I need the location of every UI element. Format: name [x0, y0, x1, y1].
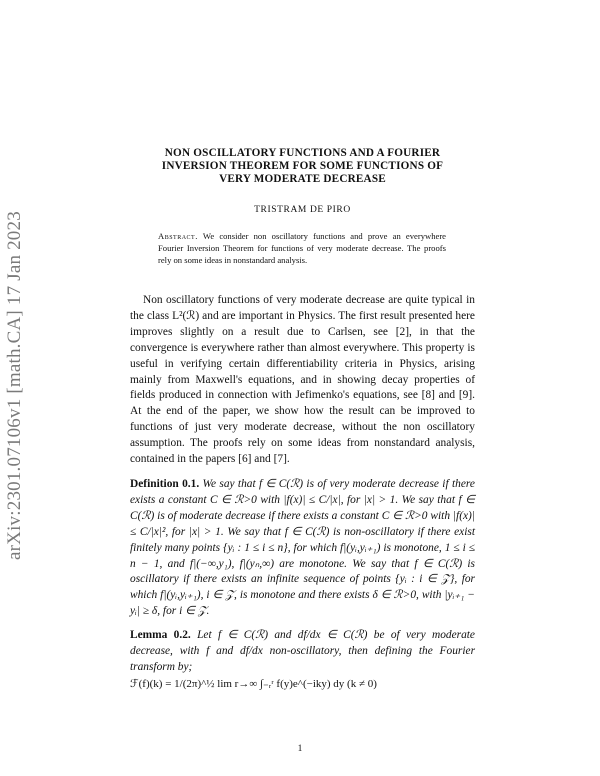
introduction [130, 293, 475, 468]
paper-title [120, 147, 485, 186]
abstract [158, 230, 446, 266]
title-line: VERY MODERATE DECREASE [219, 173, 386, 185]
definition-label: Definition 0.1. [130, 478, 200, 490]
definition-text: We say that f ∈ C(ℛ) is of very moderate decrease if there exists a constant C ∈ ℛ>0 with |f(x)| ≤ C/|x|, for |x| > 1. We say that f ∈ C(ℛ) is of moderate decrease if there exists a constant C ∈ ℛ>0 with |f(x)| ≤ C/|x|², for |x| > 1. We say that f ∈ C(ℛ) is non-oscillatory if there exist finitely many points {yᵢ : 1 ≤ i ≤ n}, for which f|(yᵢ,yᵢ₊₁) is monotone, 1 ≤ i ≤ n − 1, and f|(−∞,y₁), f|(yₙ,∞) are monotone. We say that f ∈ C(ℛ) is oscillatory if there exists an infinite sequence of points {yᵢ : i ∈ 𝒵}, for which f|(yᵢ,yᵢ₊₁), i ∈ 𝒵, is monotone and there exists δ ∈ ℛ>0, with |yᵢ₊₁ − yᵢ| ≥ δ, for i ∈ 𝒵. [130, 478, 475, 618]
lemma-label: Lemma 0.2. [130, 629, 191, 641]
author-name: TRISTRAM DE PIRO [254, 205, 351, 215]
page-number: 1 [297, 744, 303, 754]
arxiv-identifier-stamp: arXiv:2301.07106v1 [math.CA] 17 Jan 2023 [4, 211, 25, 560]
intro-paragraph: Non oscillatory functions of very moderate decrease are quite typical in the class L²(ℛ) and are important in Physics. The first result presented here improves slightly on a result due to Carlsen, see [2], in that the convergence is everywhere rather than almost everywhere. This property is useful in verifying certain differentiability criteria in Physics, arising mainly from Maxwell's equations, and in showing decay properties of fields produced in connection with Jefimenko's equations, see [8] and [9]. At the end of the paper, we show how the result can be improved to functions of just very moderate decrease, without the non oscillatory assumption. The proofs rely on some ideas from nonstandard analysis, contained in the papers [6] and [7]. [130, 294, 475, 466]
title-line: INVERSION THEOREM FOR SOME FUNCTIONS OF [161, 160, 444, 172]
lemma-0-2 [130, 628, 475, 676]
abstract-label: Abstract. [158, 231, 198, 241]
definition-0-1 [130, 477, 475, 620]
abstract-text: We consider non oscillatory functions and prove an everywhere Fourier Inversion Theorem for functions of very moderate decrease. The proofs rely on some ideas in nonstandard analysis. [158, 231, 446, 265]
title-line: NON OSCILLATORY FUNCTIONS AND A FOURIER [164, 147, 441, 159]
fourier-transform-formula: ℱ(f)(k) = 1/(2π)^½ lim r→∞ ∫₋ᵣʳ f(y)e^(−iky) dy (k ≠ 0) [130, 678, 377, 690]
lemma-text: Let f ∈ C(ℛ) and df/dx ∈ C(ℛ) be of very moderate decrease, with f and df/dx non-oscillatory, then defining the Fourier transform by; [130, 629, 475, 673]
